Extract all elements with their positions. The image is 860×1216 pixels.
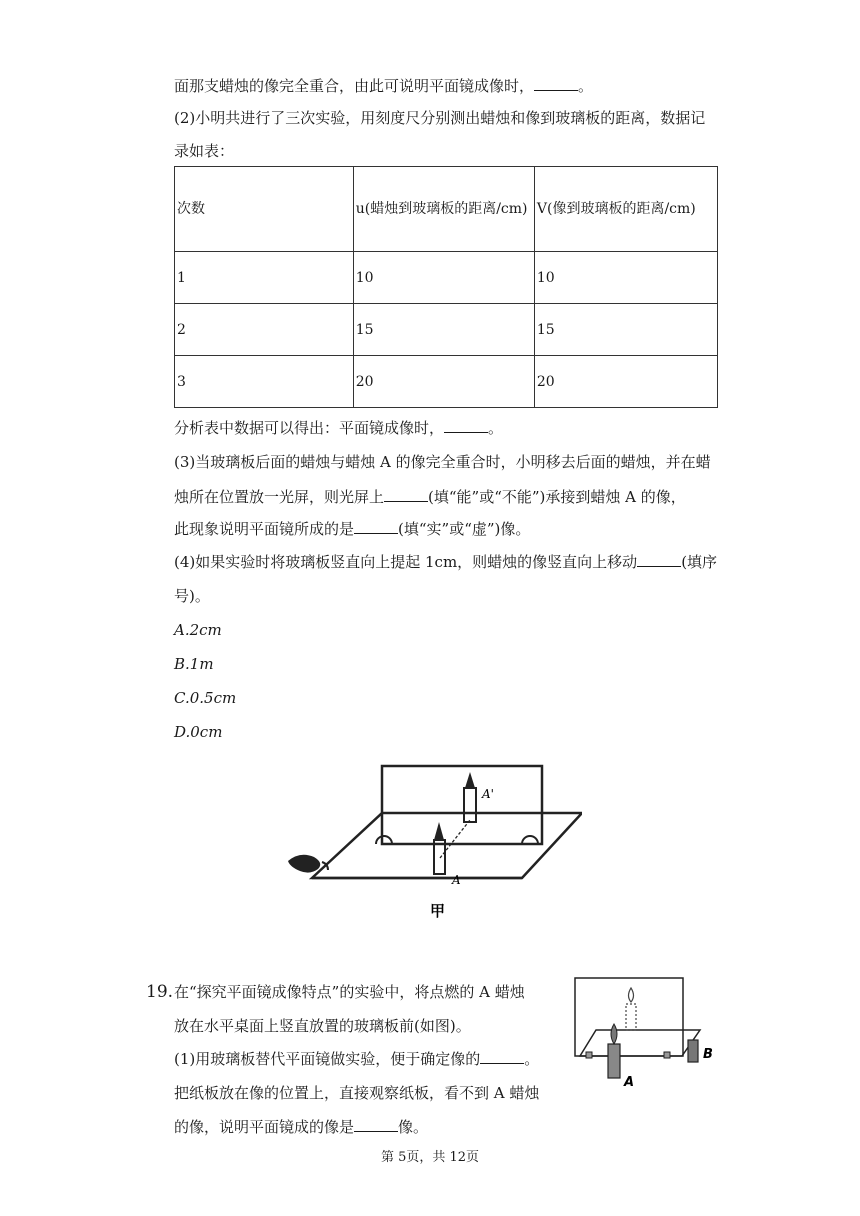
table-cell: 10: [534, 252, 717, 304]
label-b: B: [703, 1047, 713, 1062]
figure-caption: 甲: [430, 902, 446, 920]
data-table: [174, 166, 718, 408]
q19-line-4: 把纸板放在像的位置上，直接观察纸板，看不到 A 蜡烛: [174, 1084, 540, 1102]
text-line-7: 此现象说明平面镜所成的是 (填“实”或“虚”)像。: [174, 520, 531, 538]
table-cell: 10: [353, 252, 534, 304]
table-cell: 15: [353, 304, 534, 356]
answer-blank[interactable]: [354, 519, 398, 534]
answer-blank[interactable]: [384, 487, 428, 502]
page-footer: 第 5页，共 12页: [380, 1150, 480, 1165]
text-line-3: 录如表：: [174, 142, 235, 160]
q19-line-1: 在“探究平面镜成像特点”的实验中，将点燃的 A 蜡烛: [174, 983, 525, 1001]
table-header-cell: u(蜡烛到玻璃板的距离/cm): [353, 167, 534, 252]
label-a: A: [452, 873, 461, 887]
option-c: C.0.5cm: [174, 689, 237, 707]
label-a: A: [624, 1075, 635, 1090]
experiment-figure-2: [560, 972, 720, 1092]
text-line-5: (3)当玻璃板后面的蜡烛与蜡烛 A 的像完全重合时，小明移去后面的蜡烛，并在蜡: [174, 453, 711, 471]
option-d: D.0cm: [174, 723, 223, 741]
option-a: A.2cm: [174, 621, 222, 639]
table-cell: 1: [175, 252, 354, 304]
table-row: [175, 252, 718, 304]
answer-blank[interactable]: [480, 1049, 524, 1064]
text-line-8: (4)如果实验时将玻璃板竖直向上提起 1cm，则蜡烛的像竖直向上移动 (填序: [174, 553, 718, 571]
q19-line-2: 放在水平桌面上竖直放置的玻璃板前(如图)。: [174, 1017, 471, 1035]
table-row: [175, 304, 718, 356]
table-header-cell: 次数: [175, 167, 354, 252]
text-line-4: 分析表中数据可以得出：平面镜成像时， 。: [174, 419, 504, 437]
table-cell: 15: [534, 304, 717, 356]
answer-blank[interactable]: [354, 1117, 398, 1132]
text-line-2: (2)小明共进行了三次实验，用刻度尺分别测出蜡烛和像到玻璃板的距离，数据记: [174, 109, 706, 127]
table-cell: 20: [534, 356, 717, 408]
table-header-row: [175, 167, 718, 252]
text-line-1: 面那支蜡烛的像完全重合，由此可说明平面镜成像时， 。: [174, 77, 594, 95]
experiment-figure-1: [282, 758, 582, 926]
table-header-cell: V(像到玻璃板的距离/cm): [534, 167, 717, 252]
text-line-9: 号)。: [174, 587, 210, 605]
option-b: B.1m: [174, 655, 214, 673]
text-line-6: 烛所在位置放一光屏，则光屏上 (填“能”或“不能”)承接到蜡烛 A 的像，: [174, 488, 686, 506]
question-number: 19.: [146, 982, 174, 1002]
q19-line-5: 的像，说明平面镜成的像是 像。: [174, 1118, 429, 1136]
table-cell: 20: [353, 356, 534, 408]
answer-blank[interactable]: [534, 76, 578, 91]
table-cell: 3: [175, 356, 354, 408]
answer-blank[interactable]: [444, 418, 488, 433]
q19-line-3: (1)用玻璃板替代平面镜做实验，便于确定像的 。: [174, 1050, 540, 1068]
label-a-prime: A': [482, 787, 494, 801]
answer-blank[interactable]: [637, 552, 681, 567]
table-row: [175, 356, 718, 408]
table-cell: 2: [175, 304, 354, 356]
